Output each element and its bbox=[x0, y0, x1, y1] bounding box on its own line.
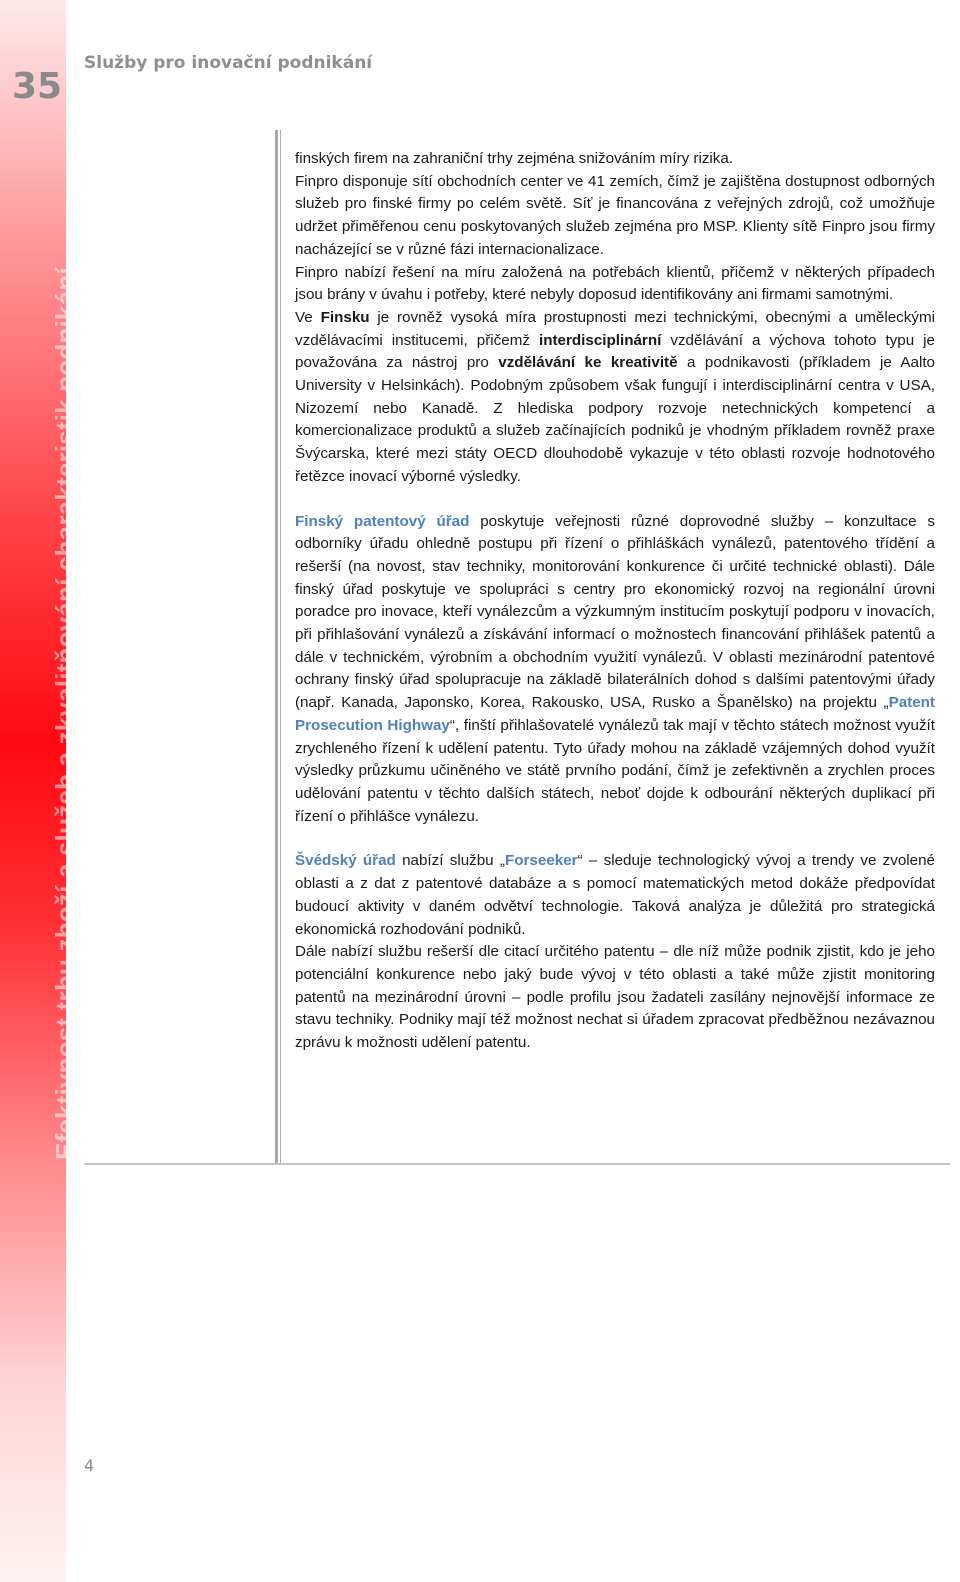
paragraph-finpro-solutions: Finpro nabízí řešení na míru založená na potřebách klientů, přičemž v některých případech jsou brány v úvahu i potřeby, které nebyly doposud identifikovány ani firmami samotnými. bbox=[295, 263, 935, 304]
running-header: Služby pro inovační podnikání bbox=[84, 53, 373, 73]
highlight-term: Forseeker bbox=[504, 852, 578, 870]
bottom-rule bbox=[84, 1163, 950, 1165]
paragraph-1: finských firem na zahraniční trhy zejména snižováním míry rizika. bbox=[295, 150, 734, 167]
page-number: 4 bbox=[84, 1456, 95, 1475]
bold-term: Finsku bbox=[320, 308, 370, 326]
vertical-rule bbox=[275, 130, 281, 1165]
sidebar-vertical-title: Efektivnost trhu zboží a služeb a zkvalitňování charakteristik podnikání bbox=[50, 267, 80, 1160]
highlight-term: Finský patentový úřad bbox=[295, 512, 470, 530]
bold-term: interdisciplinární bbox=[538, 331, 662, 349]
chapter-number: 35 bbox=[12, 66, 63, 107]
paragraph-swedish-office: Švédský úřad nabízí službu „Forseeker“ – sleduje technologický vývoj a trendy ve zvolené oblasti a z dat z patentové databáze a s pomocí matematických metod dokáže předpovídat budoucí aktivity v daném odvětví technologie. Taková analýza je důležitá pro strategická ekonomická rozhodování podniků. bbox=[295, 852, 936, 938]
body-text bbox=[295, 148, 935, 1055]
sidebar-band bbox=[0, 0, 80, 1582]
bold-term: vzdělávání ke kreativitě bbox=[498, 354, 678, 372]
paragraph-search-services: Dále nabízí službu rešerší dle citací určitého patentu – dle níž může podnik zjistit, kdo je jeho potenciální konkurence nebo jaký bude vývoj v této oblasti a také může zjistit monitoring patentů na mezinárodní úrovni – podle profilu jsou žadateli zasílány nejnovější informace ze stavu techniky. Podniky mají též možnost nechat si úřadem zpracovat předběžnou nezávaznou zprávu k možnosti udělení patentu. bbox=[295, 943, 935, 1052]
highlight-term: Patent Prosecution Highway bbox=[295, 694, 935, 734]
paragraph-finland-education: Ve Finsku je rovněž vysoká míra prostupnosti mezi technickými, obecnými a uměleckými vzdělávacími institucemi, přičemž interdisciplinární vzdělávání a výchova tohoto typu je považována za nástroj pro vzdělávání ke kreativitě a podnikavosti (příkladem je Aalto University v Helsinkách). Podobným způsobem však fungují i interdisciplinární centra v USA, Nizozemí nebo Kanadě. Z hlediska podpory rozvoje netechnických kompetencí a komercionalizace produktů a služeb začínajících podniků je vhodným příkladem rovněž praxe Švýcarska, které mezi státy OECD dlouhodobě vykazuje v této oblasti rozvoje hodnotového řetězce inovací výborné výsledky. bbox=[295, 308, 935, 485]
paragraph-finnish-patent-office: Finský patentový úřad poskytuje veřejnosti různé doprovodné služby – konzultace s odborníky úřadu ohledně postupu při řízení o přihláškách vynálezů, patentového třídění a rešerší (na novost, stav techniky, monitorování konkurence či určité technické oblasti). Dále finský úřad poskytuje ve spolupráci s centry pro ekonomický rozvoj na regionální úrovni poradce pro inovace, kteří vynálezcům a výzkumným institucím poskytují podporu v inovacích, při přihlašování vynálezů a získávání informací o možnostech financování přihlášek patentů a dále v technickém, výrobním a obchodním využití vynálezů. V oblasti mezinárodní patentové ochrany finský úřad spolupracuje na základě bilaterálních dohod s dalšími patentovými úřady (např. Kanada, Japonsko, Korea, Rakousko, USA, Rusko a Španělsko) na projektu „Patent Prosecution Highway“, finští přihlašovatelé vynálezů tak mají v těchto státech možnost využít zrychleného řízení k udělení patentu. Tyto úřady mohou na základě vzájemných dohod využít výsledky průzkumu učiněného ve státě prvního podání, čímž je zefektivněn a zrychlen proces udělování patentu v těchto dalších státech, neboť dojde k odbourání některých duplikací při řízení o přihlášce vynálezu. bbox=[295, 512, 935, 825]
paragraph-finpro-network: Finpro disponuje sítí obchodních center ve 41 zemích, čímž je zajištěna dostupnost odborných služeb pro finské firmy po celém světě. Síť je financována z veřejných zdrojů, což umožňuje udržet přiměřenou cenu poskytovaných služeb zejména pro MSP. Klienty sítě Finpro jsou firmy nacházející se v různé fázi internacionalizace. bbox=[295, 172, 935, 258]
highlight-term: Švédský úřad bbox=[295, 852, 396, 870]
